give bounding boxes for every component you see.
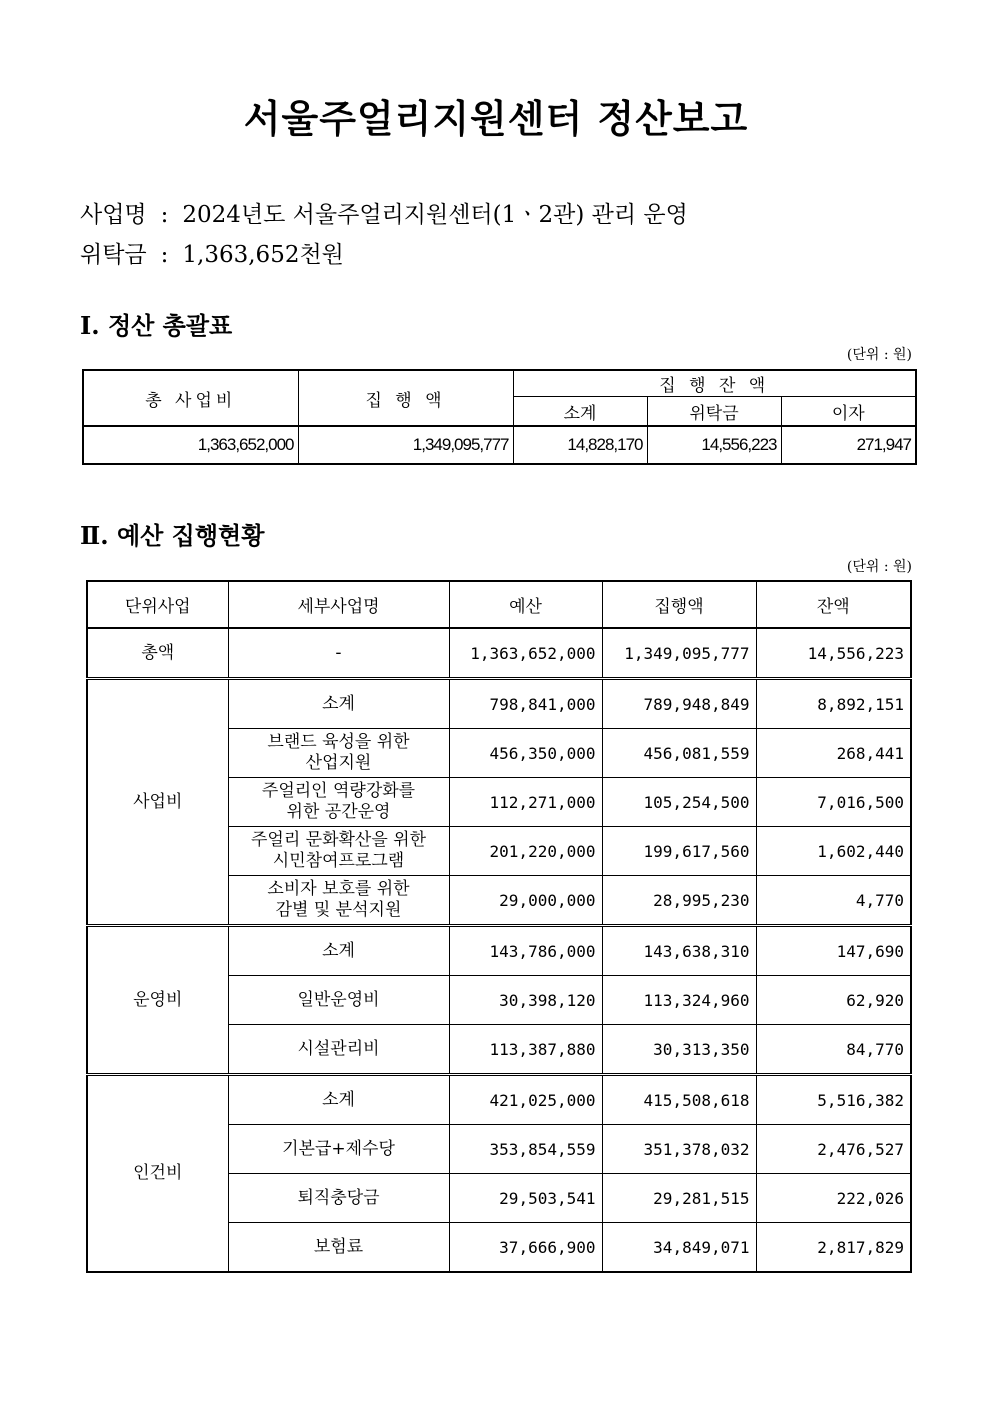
header-executed: 집 행 액 [298,370,513,426]
row-name: 시설관리비 [228,1025,449,1075]
row-remaining: 2,817,829 [756,1223,911,1273]
row-remaining: 268,441 [756,729,911,778]
page-title: 서울주얼리지원센터 정산보고 [243,97,749,141]
row-name: 소계 [228,926,449,976]
summary-table [82,369,917,465]
section1-unit: (단위 : 원) [846,347,912,363]
group-label-personnel: 인건비 [87,1075,228,1273]
table-row [87,679,911,729]
project-name-line [80,196,688,229]
row-remaining: 7,016,500 [756,778,911,827]
row-name: 주얼리 문화확산을 위한 시민참여프로그램 [228,827,449,876]
row-remaining: 1,602,440 [756,827,911,876]
project-sep: : [160,202,169,228]
header-executed-amount: 집행액 [602,581,756,628]
row-remaining: 222,026 [756,1174,911,1223]
row-budget: 37,666,900 [449,1223,602,1273]
row-executed: 456,081,559 [602,729,756,778]
row-executed: 415,508,618 [602,1075,756,1125]
row-budget: 798,841,000 [449,679,602,729]
total-remaining: 14,556,223 [756,628,911,679]
project-value: 2024년도 서울주얼리지원센터(1ㆍ2관) 관리 운영 [182,202,688,228]
row-remaining: 8,892,151 [756,679,911,729]
fund-sep: : [160,242,169,268]
row-executed: 105,254,500 [602,778,756,827]
row-executed: 28,995,230 [602,876,756,926]
row-name: 보험료 [228,1223,449,1273]
total-budget: 1,363,652,000 [449,628,602,679]
value-subtotal: 14,828,170 [513,426,647,464]
row-name: 소계 [228,1075,449,1125]
section2-unit: (단위 : 원) [846,559,912,575]
row-executed: 34,849,071 [602,1223,756,1273]
group-label-project: 사업비 [87,679,228,926]
row-remaining: 147,690 [756,926,911,976]
row-executed: 29,281,515 [602,1174,756,1223]
header-total-cost: 총 사업비 [83,370,298,426]
header-balance: 집 행 잔 액 [513,370,916,397]
row-budget: 201,220,000 [449,827,602,876]
group-label-operation: 운영비 [87,926,228,1075]
table-row [87,1075,911,1125]
header-detail-project: 세부사업명 [228,581,449,628]
row-executed: 789,948,849 [602,679,756,729]
row-executed: 199,617,560 [602,827,756,876]
row-budget: 29,000,000 [449,876,602,926]
value-executed: 1,349,095,777 [298,426,513,464]
total-detail: - [228,628,449,679]
row-budget: 421,025,000 [449,1075,602,1125]
total-executed: 1,349,095,777 [602,628,756,679]
header-interest: 이자 [781,397,916,427]
value-trust: 14,556,223 [647,426,781,464]
row-executed: 113,324,960 [602,976,756,1025]
row-remaining: 2,476,527 [756,1125,911,1174]
header-trust: 위탁금 [647,397,781,427]
row-executed: 351,378,032 [602,1125,756,1174]
row-name: 주얼리인 역량강화를 위한 공간운영 [228,778,449,827]
row-budget: 29,503,541 [449,1174,602,1223]
section1-heading: Ⅰ. 정산 총괄표 [80,311,233,340]
table-row [87,926,911,976]
budget-table [86,580,912,1273]
header-remaining: 잔액 [756,581,911,628]
row-remaining: 5,516,382 [756,1075,911,1125]
row-remaining: 84,770 [756,1025,911,1075]
value-total-cost: 1,363,652,000 [83,426,298,464]
row-budget: 113,387,880 [449,1025,602,1075]
row-name: 소계 [228,679,449,729]
row-remaining: 62,920 [756,976,911,1025]
row-budget: 456,350,000 [449,729,602,778]
fund-label: 위탁금 [80,242,147,268]
row-name: 기본급+제수당 [228,1125,449,1174]
total-row [87,628,911,679]
total-label: 총액 [87,628,228,679]
row-name: 일반운영비 [228,976,449,1025]
row-budget: 353,854,559 [449,1125,602,1174]
header-unit-project: 단위사업 [87,581,228,628]
trust-fund-line [80,236,344,269]
row-budget: 30,398,120 [449,976,602,1025]
fund-value: 1,363,652천원 [182,242,344,268]
header-budget: 예산 [449,581,602,628]
header-subtotal: 소계 [513,397,647,427]
project-label: 사업명 [80,202,147,228]
row-remaining: 4,770 [756,876,911,926]
section2-heading: Ⅱ. 예산 집행현황 [80,521,265,550]
row-executed: 30,313,350 [602,1025,756,1075]
value-interest: 271,947 [781,426,916,464]
row-name: 브랜드 육성을 위한 산업지원 [228,729,449,778]
row-budget: 112,271,000 [449,778,602,827]
row-name: 소비자 보호를 위한 감별 및 분석지원 [228,876,449,926]
row-name: 퇴직충당금 [228,1174,449,1223]
row-executed: 143,638,310 [602,926,756,976]
row-budget: 143,786,000 [449,926,602,976]
